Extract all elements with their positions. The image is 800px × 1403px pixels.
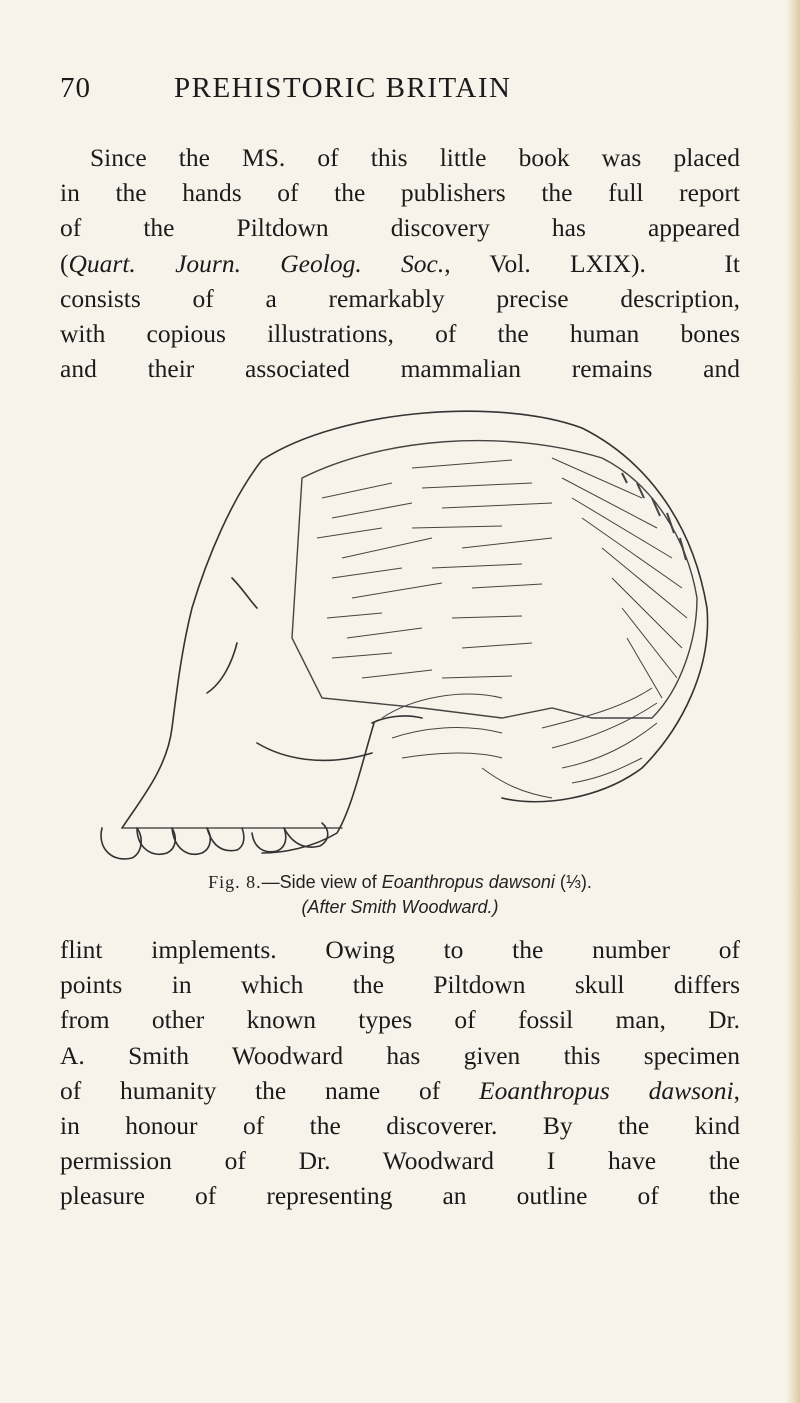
text-line: consists of a remarkably precise description,	[60, 283, 740, 313]
text-line: in the hands of the publishers the full report	[60, 178, 740, 208]
running-header	[60, 72, 740, 112]
text-line: with copious illustrations, of the human bones	[60, 319, 740, 349]
text-line: in honour of the discoverer. By the kind	[60, 1111, 740, 1141]
citation-open: (	[60, 248, 69, 278]
figure-credit	[60, 897, 740, 918]
text-line: points in which the Piltdown skull differs	[60, 970, 740, 1000]
species-inline: Eoanthropus dawsoni	[479, 1075, 734, 1105]
text-line: permission of Dr. Woodward I have the	[60, 1146, 740, 1176]
running-title: PREHISTORIC BRITAIN	[174, 72, 512, 104]
paragraph-2	[60, 932, 740, 1214]
page-number: 70	[60, 72, 91, 104]
figure-caption	[60, 872, 740, 893]
text-line: flint implements. Owing to the number of	[60, 935, 740, 964]
species-name: Eoanthropus dawsoni	[381, 872, 555, 892]
credit-text: (After Smith Woodward.)	[301, 897, 499, 917]
text-line: pleasure of representing an outline of the	[60, 1181, 740, 1211]
text-line-citation: (Quart. Journ. Geolog. Soc., Vol. LXIX). It	[60, 248, 740, 278]
paragraph-1	[60, 140, 740, 386]
text-line: of the Piltdown discovery has appeared	[60, 213, 740, 243]
text-line-species: of humanity the name of Eoanthropus dawsoni,	[60, 1075, 740, 1105]
skull-side-view-drawing	[82, 388, 722, 868]
citation-journal: Quart. Journ. Geolog. Soc.	[68, 248, 445, 278]
text-line: A. Smith Woodward has given this specimen	[60, 1040, 740, 1070]
text-line: from other known types of fossil man, Dr.	[60, 1005, 740, 1035]
scale-note: (⅓).	[559, 872, 592, 892]
figure-label: Fig. 8.	[208, 872, 262, 892]
page-edge-shadow	[786, 0, 800, 1403]
skull-illustration	[82, 388, 722, 868]
caption-text: —Side view of	[261, 872, 377, 892]
text-line: Since the MS. of this little book was placed	[90, 143, 740, 172]
text-line: and their associated mammalian remains and	[60, 354, 740, 384]
